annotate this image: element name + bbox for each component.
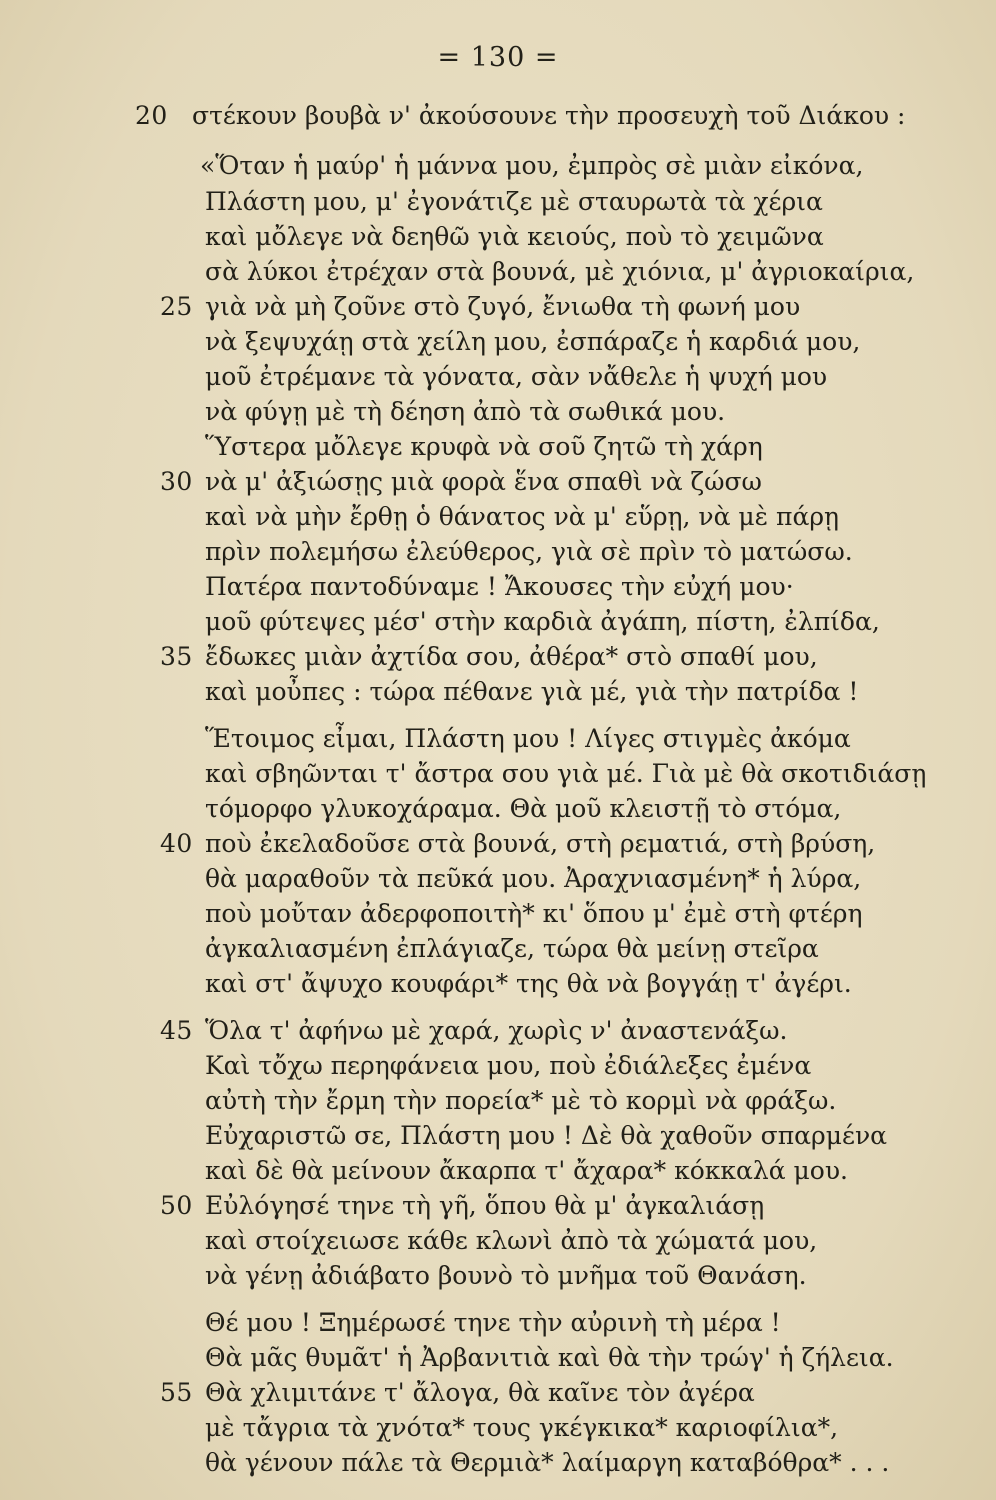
line-text: ἀγκαλιασμένη ἐπλάγιαζε, τώρα θὰ μείνῃ στεῖρα	[205, 934, 819, 963]
line-number: 45	[160, 1016, 193, 1045]
line-text: μοῦ φύτεψες μέσ' στὴν καρδιὰ ἀγάπη, πίστη, ἐλπίδα,	[205, 607, 880, 636]
line-text: καὶ νὰ μὴν ἔρθῃ ὁ θάνατος νὰ μ' εὕρῃ, νὰ μὲ πάρῃ	[205, 502, 840, 531]
line-number: 20	[135, 101, 168, 130]
line-text: ποὺ μοὔταν ἀδερφοποιτὴ* κι' ὅπου μ' ἐμὲ στὴ φτέρη	[205, 899, 863, 928]
line-number: 50	[160, 1191, 193, 1220]
line-text: Θὰ χλιμιτάνε τ' ἄλογα, θὰ καῖνε τὸν ἀγέρα	[205, 1378, 755, 1407]
line-text: νὰ φύγῃ μὲ τὴ δέηση ἀπὸ τὰ σωθικά μου.	[205, 397, 726, 426]
line-text: Ὕστερα μὄλεγε κρυφὰ νὰ σοῦ ζητῶ τὴ χάρη	[205, 432, 763, 461]
line-text: Καὶ τὄχω περηφάνεια μου, ποὺ ἐδιάλεξες ἐμένα	[205, 1051, 812, 1080]
line-text: νὰ ξεψυχάῃ στὰ χείλη μου, ἐσπάραζε ἡ καρδιά μου,	[205, 327, 861, 356]
line-text: θὰ μαραθοῦν τὰ πεῦκά μου. Ἀραχνιασμένη* ἡ λύρα,	[205, 864, 862, 893]
line-text: καὶ στοίχειωσε κάθε κλωνὶ ἀπὸ τὰ χώματά μου,	[205, 1226, 818, 1255]
line-number: 30	[160, 467, 193, 496]
line-text: «Ὅταν ἡ μαύρ' ἡ μάννα μου, ἐμπρὸς σὲ μιὰν εἰκόνα,	[200, 151, 864, 180]
line-text: σὰ λύκοι ἐτρέχαν στὰ βουνά, μὲ χιόνια, μ' ἀγριοκαίρια,	[205, 257, 915, 286]
line-text: νὰ μ' ἀξιώσῃς μιὰ φορὰ ἕνα σπαθὶ νὰ ζώσω	[205, 467, 762, 496]
line-number: 25	[160, 292, 193, 321]
line-text: θὰ γένουν πάλε τὰ Θερμιὰ* λαίμαργη καταβόθρα* . . .	[205, 1448, 890, 1477]
line-number: 55	[160, 1378, 193, 1407]
line-text: γιὰ νὰ μὴ ζοῦνε στὸ ζυγό, ἔνιωθα τὴ φωνή μου	[205, 292, 801, 321]
line-text: στέκουν βουβὰ ν' ἀκούσουνε τὴν προσευχὴ τοῦ Διάκου :	[192, 101, 906, 130]
line-number: 40	[160, 829, 193, 858]
line-text: Πλάστη μου, μ' ἐγονάτιζε μὲ σταυρωτὰ τὰ χέρια	[205, 187, 823, 216]
line-text: μὲ τἄγρια τὰ χνότα* τους γκέγκικα* καριοφίλια*,	[205, 1413, 839, 1442]
page-number: = 130 =	[437, 42, 559, 73]
line-text: πρὶν πολεμήσω ἐλεύθερος, γιὰ σὲ πρὶν τὸ ματώσω.	[205, 537, 853, 566]
line-text: Θέ μου ! Ξημέρωσέ τηνε τὴν αὐρινὴ τὴ μέρα !	[205, 1308, 781, 1337]
line-text: αὐτὴ τὴν ἔρμη τὴν πορεία* μὲ τὸ κορμὶ νὰ φράξω.	[205, 1086, 837, 1115]
line-text: καὶ μοὖπες : τώρα πέθανε γιὰ μέ, γιὰ τὴν πατρίδα !	[205, 677, 859, 706]
line-number: 35	[160, 642, 193, 671]
line-text: ἔδωκες μιὰν ἀχτίδα σου, ἀθέρα* στὸ σπαθί μου,	[205, 642, 818, 671]
line-text: νὰ γένῃ ἀδιάβατο βουνὸ τὸ μνῆμα τοῦ Θανάση.	[205, 1261, 807, 1290]
line-text: Ἕτοιμος εἶμαι, Πλάστη μου ! Λίγες στιγμὲς ἀκόμα	[205, 724, 851, 753]
line-text: μοῦ ἐτρέμανε τὰ γόνατα, σὰν νἄθελε ἡ ψυχή μου	[205, 362, 828, 391]
line-text: τόμορφο γλυκοχάραμα. Θὰ μοῦ κλειστῇ τὸ στόμα,	[205, 794, 842, 823]
line-text: καὶ στ' ἄψυχο κουφάρι* της θὰ νὰ βογγάῃ τ' ἀγέρι.	[205, 969, 852, 998]
line-text: καὶ σβηῶνται τ' ἄστρα σου γιὰ μέ. Γιὰ μὲ θὰ σκοτιδιάσῃ	[205, 759, 927, 788]
line-text: Εὐλόγησέ τηνε τὴ γῆ, ὅπου θὰ μ' ἀγκαλιάσῃ	[205, 1191, 765, 1220]
line-text: ποὺ ἐκελαδοῦσε στὰ βουνά, στὴ ρεματιά, στὴ βρύση,	[205, 829, 876, 858]
line-text: Πατέρα παντοδύναμε ! Ἄκουσες τὴν εὐχή μου·	[205, 572, 794, 601]
line-text: καὶ δὲ θὰ μείνουν ἄκαρπα τ' ἄχαρα* κόκκαλά μου.	[205, 1156, 849, 1185]
line-text: καὶ μὄλεγε νὰ δεηθῶ γιὰ κειούς, ποὺ τὸ χειμῶνα	[205, 222, 824, 251]
line-text: Θὰ μᾶς θυμᾶτ' ἡ Ἀρβανιτιὰ καὶ θὰ τὴν τρώγ' ἡ ζήλεια.	[205, 1343, 894, 1372]
line-text: Εὐχαριστῶ σε, Πλάστη μου ! Δὲ θὰ χαθοῦν σπαρμένα	[205, 1121, 888, 1150]
line-text: Ὅλα τ' ἀφήνω μὲ χαρά, χωρὶς ν' ἀναστενάξω.	[205, 1016, 788, 1045]
